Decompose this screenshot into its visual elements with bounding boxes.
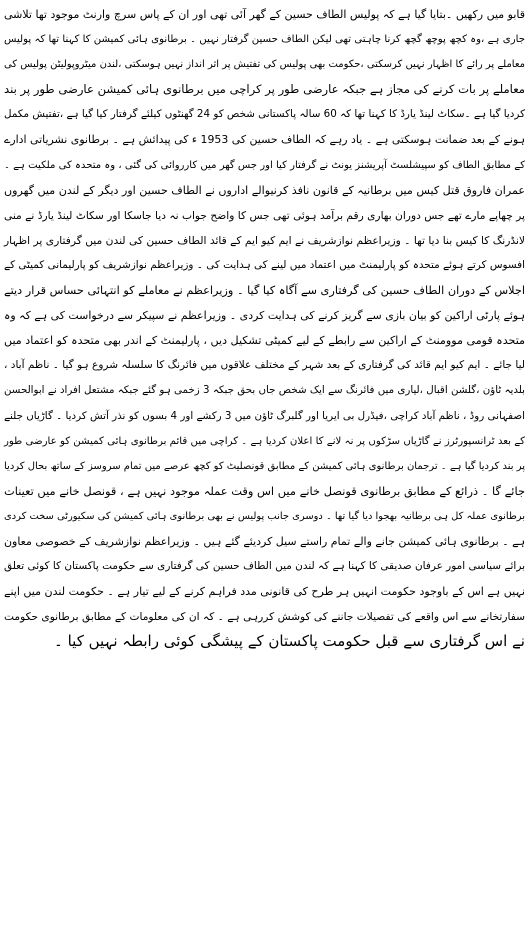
article-line-20: جائے گا ۔ ذرائع کے مطابق برطانوی قونصل خانے میں اس وقت عملہ موجود نہیں ہے ، قونصل خانے میں تعینات: [4, 483, 525, 498]
article-line-24: نہیں ہے اس کے باوجود حکومت انہیں ہر طرح کی قانونی مدد فراہم کرنے کے لیے تیار ہے ۔ حکومت لندن میں اپنے: [4, 585, 525, 599]
article-line-13: ہوئے پارٹی اراکین کو بیان بازی سے گریز کرنے کی ہدایت کردی ۔ وزیراعظم نے سپیکر سے درخواست کی ہے کہ وہ: [4, 309, 525, 323]
article-line-14: متحدہ قومی موومنٹ کے اراکین سے رابطے کے لیے کمیٹی تشکیل دیں ، پارلیمنٹ کے اندر بھی متحدہ کو اعتماد میں: [4, 334, 525, 348]
article-line-9: پر چھاپے مارے تھے جس دوران بھاری رقم برآمد ہوئی تھی جس کا واضح جواب نہ دیا جاسکا اور سکاٹ لینڈ یارڈ نے منی: [4, 208, 525, 222]
article-line-23: برائے سیاسی امور عرفان صدیقی کا کہنا ہے کہ لندن میں الطاف حسین کی گرفتاری سے حکومت پاکستان کا کوئی تعلق: [4, 560, 525, 573]
article-line-17: اصفہانی روڈ ، ناظم آباد کراچی ،فیڈرل بی ایریا اور گلبرگ ٹاؤن میں 3 رکشے اور 4 بسوں کو نذر آتش کردیا ۔ گاڑیاں جلنے: [4, 409, 526, 422]
article-line-1: قابو میں رکھیں ۔بتایا گیا ہے کہ پولیس الطاف حسین کے گھر آئی تھی اور ان کے پاس سرچ وارنٹ موجود تھا تلاشی: [4, 8, 525, 21]
article-line-15: لیا جائے ۔ ایم کیو ایم قائد کی گرفتاری کے بعد شہر کے مختلف علاقوں میں فائرنگ کا سلسلہ شروع ہو گیا ۔ ناظم آباد ،: [4, 359, 525, 372]
article-line-5: کردیا گیا ہے ۔سکاٹ لینڈ یارڈ کا کہنا تھا کہ 60 سالہ پاکستانی شخص کو 24 گھنٹوں کیلئے گرفتار کیا گیا ہے ،تفتیش مکمل: [4, 108, 525, 121]
article-line-22: ہے ۔ برطانوی ہائی کمیشن جانے والے تمام راستے سیل کردیئے گئے ہیں ۔ وزیراعظم نوازشریف کے خصوصی معاون: [4, 534, 525, 548]
article-line-11: افسوس کرتے ہوئے متحدہ کو پارلیمنٹ میں اعتماد میں لینے کی ہدایت کی ۔ وزیراعظم نوازشریف کو پارلیمانی کمیٹی کے: [4, 258, 525, 271]
article-line-21: برطانوی عملہ کل ہی برطانیہ بھجوا دیا گیا تھا ۔ دوسری جانب پولیس نے بھی برطانوی ہائی کمیشن کی سکیورٹی سخت کردی: [4, 510, 525, 522]
article-line-16: بلدیہ ٹاؤن ،گلشن اقبال ،لیاری میں فائرنگ سے ایک شخص جاں بحق جبکہ 3 زخمی ہو گئے جبکہ مشتعل افراد نے ابوالحسن: [4, 384, 525, 397]
article-line-7: کے مطابق الطاف کو سپیشلسٹ آپریشنز یونٹ نے گرفتار کیا اور جس گھر میں کارروائی کی گئی ، وہ متحدہ کی ملکیت ہے ۔: [4, 159, 525, 171]
article-line-6: ہونے کے بعد ضمانت ہوسکتی ہے ۔ یاد رہے کہ الطاف حسین کی 1953 ء کی پیدائش ہے ۔ برطانوی نشریاتی ادارے: [4, 133, 525, 147]
article-line-2: جاری ہے ،وہ کچھ پوچھ گچھ کرنا چاہتی تھی لیکن الطاف حسین گرفتار نہیں ۔ برطانوی ہائی کمیشن کا کہنا تھا کہ پولیس: [4, 34, 525, 46]
article-line-8: عمران فاروق قتل کیس میں برطانیہ کے قانون نافذ کرنیوالے اداروں نے الطاف حسین اور دیگر کے لندن میں گھروں: [4, 183, 525, 197]
article-line-26: نے اس گرفتاری سے قبل حکومت پاکستان کے پیشگی کوئی رابطہ نہیں کیا ۔: [54, 632, 525, 651]
article-line-12: اجلاس کے دوران الطاف حسین کی گرفتاری سے آگاہ کیا گیا ۔ وزیراعظم نے معاملے کو انتہائی حساس قرار دیتے: [4, 284, 525, 298]
article-line-19: پر بند کردیا گیا ہے ۔ ترجمان برطانوی ہائی کمیشن کے مطابق قونصلیٹ کو کچھ عرصے میں تمام سروسز کے ساتھ بحال کردیا: [4, 460, 525, 472]
article-line-3: معاملے پر رائے کا اظہار نہیں کرسکتی ،حکومت بھی پولیس کی تفتیش پر اثر انداز نہیں ہوسکتی ،لندن میٹروپولیٹن پولیس کی: [4, 59, 525, 71]
article-line-25: سفارتخانے سے اس واقعے کی تفصیلات جاننے کی کوشش کررہی ہے ۔ کہ ان کی معلومات کے مطابق برطانوی حکومت: [4, 610, 525, 624]
article-line-18: کے بعد ٹرانسپورٹرز نے گاڑیاں سڑکوں پر نہ لانے کا اعلان کردیا ہے ۔ کراچی میں قائم برطانوی ہائی کمیشن کو عارضی طور: [4, 435, 525, 447]
article-line-4: معاملے پر بات کرنے کی مجاز ہے جبکہ عارضی طور پر کراچی میں برطانوی ہائی کمیشن عارضی طور پر بند: [4, 82, 525, 97]
article-line-10: لانڈرنگ کا کیس بنا دیا تھا ۔ وزیراعظم نوازشریف نے ایم کیو ایم کے قائد الطاف حسین کی لندن میں گرفتاری پر اظہار: [4, 233, 525, 247]
